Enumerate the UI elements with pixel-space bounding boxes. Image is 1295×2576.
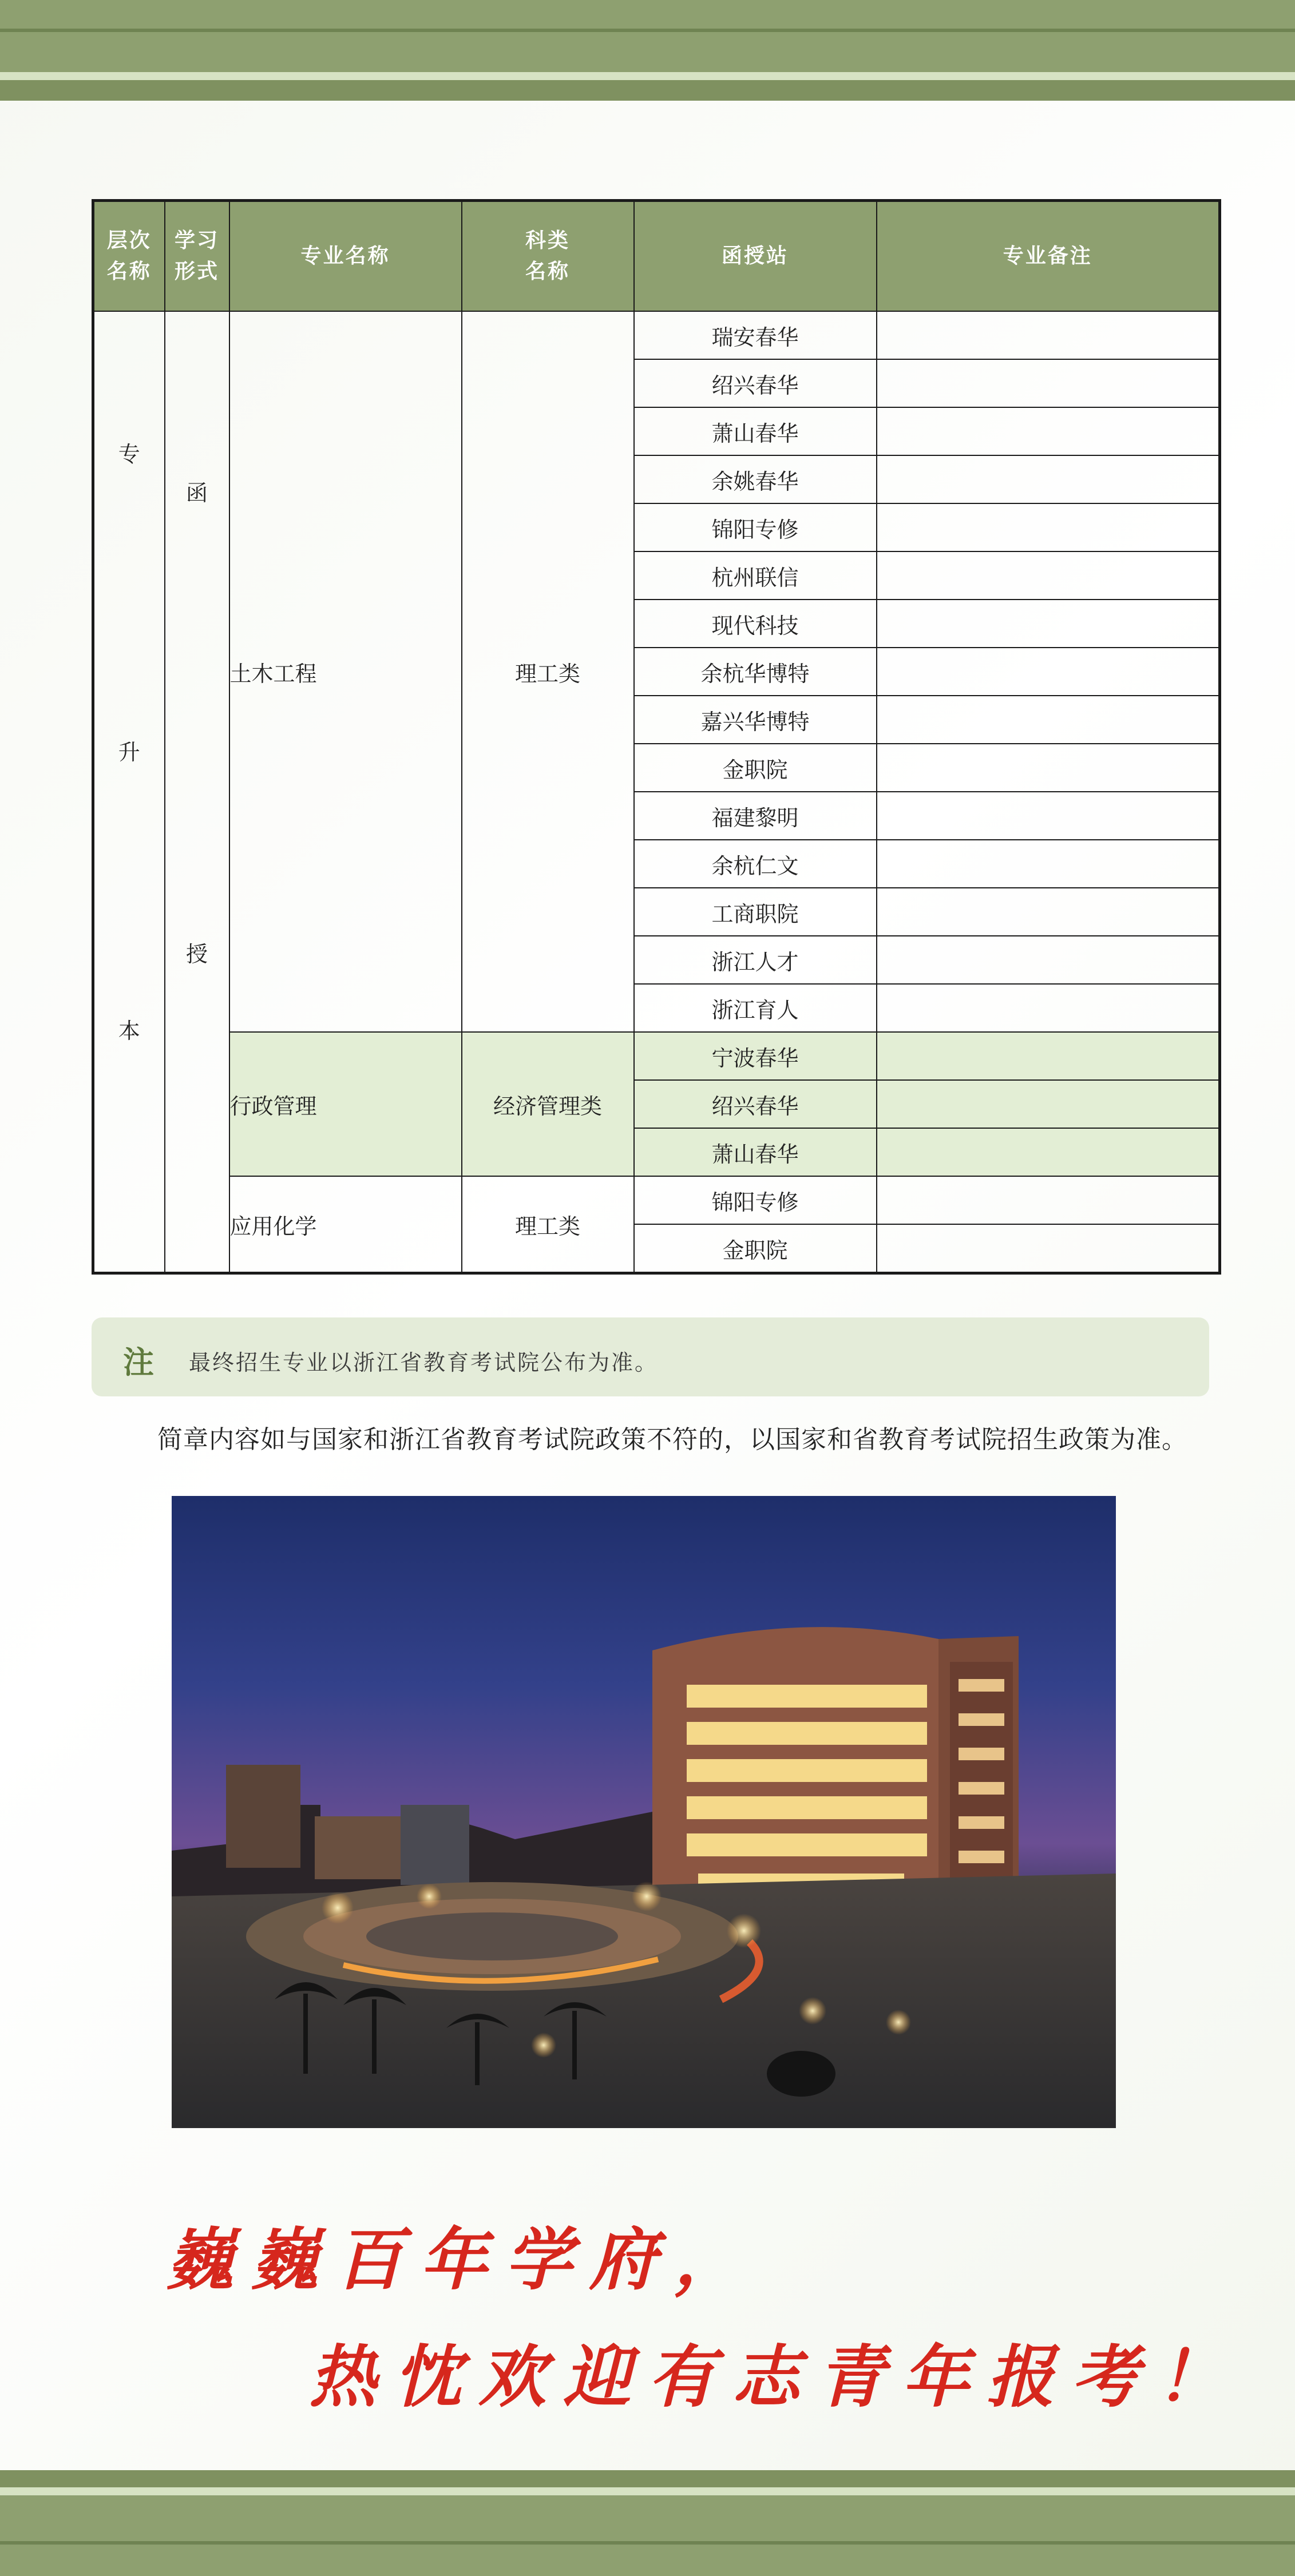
station-name: 绍兴春华: [634, 1080, 877, 1128]
remark-cell: [877, 1128, 1220, 1176]
remark-cell: [877, 1032, 1220, 1080]
station-name: 余姚春华: [634, 455, 877, 503]
form-char: 授: [185, 942, 208, 967]
station-name: 锦阳专修: [634, 1176, 877, 1224]
station-name: 工商职院: [634, 888, 877, 936]
remark-cell: [877, 792, 1220, 840]
station-name: 杭州联信: [634, 551, 877, 600]
slogan-line-1: 巍巍百年学府，: [166, 2220, 759, 2299]
remark-cell: [877, 1224, 1220, 1273]
level-char: 升: [118, 740, 140, 765]
major-name: 土木工程: [229, 311, 462, 1032]
remark-cell: [877, 1080, 1220, 1128]
slogan-line-2: 热忱欢迎有志青年报考！: [309, 2337, 1241, 2416]
category-name: 理工类: [462, 1176, 634, 1273]
bottom-band: [0, 2545, 1295, 2576]
majors-table: [92, 199, 1221, 1275]
header-form: [165, 201, 229, 312]
table-row: [93, 1032, 1220, 1080]
form-char: 函: [185, 481, 208, 506]
station-name: 瑞安春华: [634, 311, 877, 359]
major-name: 应用化学: [229, 1176, 462, 1273]
header-category-text: 科类 名称: [525, 229, 570, 283]
level-char: 本: [118, 1018, 140, 1043]
campus-night-photo: [172, 1496, 1116, 2128]
category-name: 经济管理类: [462, 1032, 634, 1176]
station-name: 福建黎明: [634, 792, 877, 840]
major-name: 行政管理: [229, 1032, 462, 1176]
header-form-text: 学习 形式: [174, 229, 219, 283]
remark-cell: [877, 1176, 1220, 1224]
remark-cell: [877, 840, 1220, 888]
note-label: 注: [123, 1344, 154, 1380]
station-name: 宁波春华: [634, 1032, 877, 1080]
remark-cell: [877, 936, 1220, 984]
header-major: 专业名称: [229, 201, 462, 312]
station-name: 现代科技: [634, 600, 877, 648]
header-station: 函授站: [634, 201, 877, 312]
station-name: 嘉兴华博特: [634, 696, 877, 744]
policy-disclaimer: 简章内容如与国家和浙江省教育考试院政策不符的，以国家和省教育考试院招生政策为准。: [157, 1425, 1187, 1454]
remark-cell: [877, 407, 1220, 455]
header-level-text: 层次 名称: [106, 229, 152, 283]
bottom-band: [0, 2495, 1295, 2541]
note-box: [92, 1317, 1209, 1396]
remark-cell: [877, 600, 1220, 648]
remark-cell: [877, 696, 1220, 744]
top-band: [0, 80, 1295, 101]
level-cell: [93, 311, 165, 1273]
level-char: 专: [118, 442, 140, 467]
header-level: [93, 201, 165, 312]
station-name: 金职院: [634, 744, 877, 792]
table-row: [93, 311, 1220, 359]
remark-cell: [877, 359, 1220, 407]
station-name: 金职院: [634, 1224, 877, 1273]
remark-cell: [877, 551, 1220, 600]
station-name: 萧山春华: [634, 407, 877, 455]
station-name: 绍兴春华: [634, 359, 877, 407]
remark-cell: [877, 648, 1220, 696]
category-name: 理工类: [462, 311, 634, 1032]
table-row: [93, 1176, 1220, 1224]
remark-cell: [877, 311, 1220, 359]
remark-cell: [877, 888, 1220, 936]
top-band: [0, 0, 1295, 29]
station-name: 余杭仁文: [634, 840, 877, 888]
station-name: 浙江育人: [634, 984, 877, 1032]
remark-cell: [877, 503, 1220, 551]
top-band: [0, 32, 1295, 72]
remark-cell: [877, 744, 1220, 792]
station-name: 锦阳专修: [634, 503, 877, 551]
bottom-band-stripe: [0, 2487, 1295, 2495]
form-cell: [165, 311, 229, 1273]
bottom-band: [0, 2470, 1295, 2487]
header-remark: 专业备注: [877, 201, 1220, 312]
header-category: [462, 201, 634, 312]
table-header-row: [93, 201, 1220, 312]
remark-cell: [877, 984, 1220, 1032]
station-name: 浙江人才: [634, 936, 877, 984]
note-text: 最终招生专业以浙江省教育考试院公布为准。: [189, 1350, 659, 1375]
station-name: 余杭华博特: [634, 648, 877, 696]
station-name: 萧山春华: [634, 1128, 877, 1176]
remark-cell: [877, 455, 1220, 503]
top-band-stripe: [0, 72, 1295, 80]
